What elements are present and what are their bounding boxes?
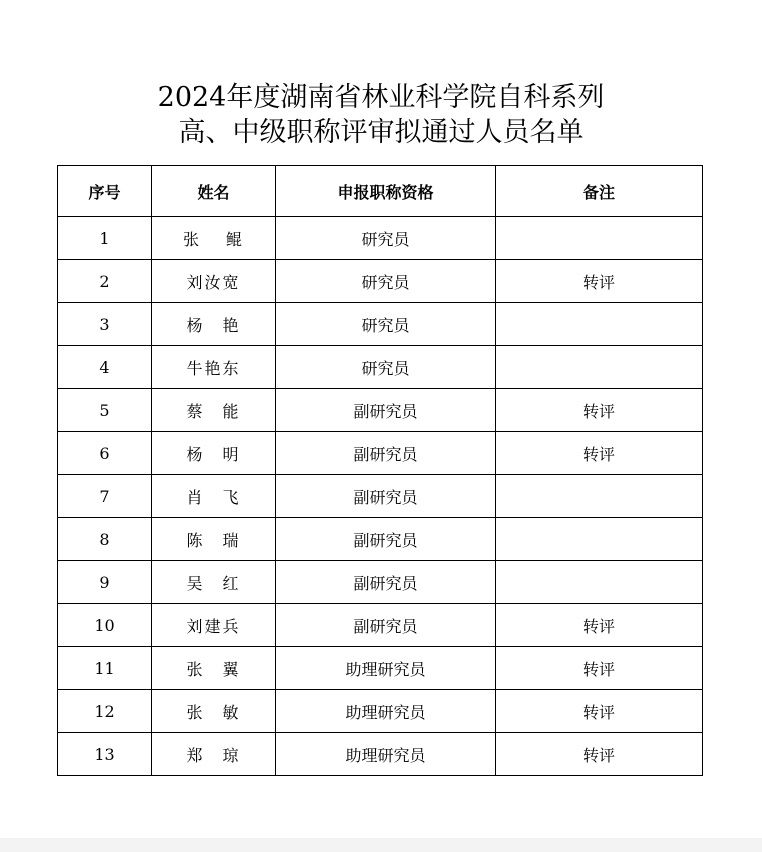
cell-remark: 转评: [496, 647, 703, 690]
cell-remark: [496, 475, 703, 518]
header-remark: 备注: [496, 166, 703, 217]
cell-serial-number: 3: [58, 303, 152, 346]
table-row: [58, 733, 703, 776]
table-row: [58, 604, 703, 647]
title-line-1: 2024年度湖南省林业科学院自科系列: [157, 82, 605, 113]
cell-qualification: 副研究员: [276, 561, 496, 604]
cell-name: 蔡 能: [152, 389, 276, 432]
table-row: [58, 690, 703, 733]
cell-name: 张 翼: [152, 647, 276, 690]
cell-serial-number: 9: [58, 561, 152, 604]
cell-remark: [496, 561, 703, 604]
cell-qualification: 助理研究员: [276, 647, 496, 690]
cell-name: 杨 明: [152, 432, 276, 475]
cell-serial-number: 5: [58, 389, 152, 432]
cell-qualification: 研究员: [276, 217, 496, 260]
cell-serial-number: 11: [58, 647, 152, 690]
table-row: [58, 303, 703, 346]
table-row: [58, 647, 703, 690]
cell-qualification: 助理研究员: [276, 733, 496, 776]
header-name: 姓名: [152, 166, 276, 217]
cell-remark: [496, 346, 703, 389]
header-serial-number: 序号: [58, 166, 152, 217]
header-qualification: 申报职称资格: [276, 166, 496, 217]
table-row: [58, 475, 703, 518]
cell-remark: 转评: [496, 733, 703, 776]
cell-serial-number: 13: [58, 733, 152, 776]
cell-remark: [496, 518, 703, 561]
cell-serial-number: 7: [58, 475, 152, 518]
cell-qualification: 副研究员: [276, 432, 496, 475]
cell-remark: 转评: [496, 260, 703, 303]
cell-serial-number: 4: [58, 346, 152, 389]
cell-qualification: 研究员: [276, 303, 496, 346]
cell-remark: 转评: [496, 389, 703, 432]
cell-name: 张 鲲: [152, 217, 276, 260]
personnel-table: [57, 165, 703, 776]
cell-name: 牛艳东: [152, 346, 276, 389]
cell-remark: 转评: [496, 690, 703, 733]
cell-name: 陈 瑞: [152, 518, 276, 561]
table-row: [58, 260, 703, 303]
cell-remark: 转评: [496, 604, 703, 647]
cell-qualification: 助理研究员: [276, 690, 496, 733]
cell-serial-number: 6: [58, 432, 152, 475]
table-row: [58, 561, 703, 604]
cell-serial-number: 12: [58, 690, 152, 733]
table-body: [58, 217, 703, 776]
cell-name: 郑 琼: [152, 733, 276, 776]
cell-name: 刘建兵: [152, 604, 276, 647]
title-line-2: 高、中级职称评审拟通过人员名单: [178, 117, 584, 148]
cell-remark: [496, 217, 703, 260]
cell-serial-number: 8: [58, 518, 152, 561]
cell-remark: 转评: [496, 432, 703, 475]
cell-name: 吴 红: [152, 561, 276, 604]
cell-serial-number: 1: [58, 217, 152, 260]
cell-name: 张 敏: [152, 690, 276, 733]
cell-name: 肖 飞: [152, 475, 276, 518]
table-row: [58, 346, 703, 389]
table-row: [58, 217, 703, 260]
cell-qualification: 副研究员: [276, 389, 496, 432]
table-header: [58, 166, 703, 217]
cell-remark: [496, 303, 703, 346]
cell-serial-number: 2: [58, 260, 152, 303]
document-title: [0, 80, 762, 150]
table-row: [58, 432, 703, 475]
cell-qualification: 研究员: [276, 260, 496, 303]
cell-name: 杨 艳: [152, 303, 276, 346]
header-row: [58, 166, 703, 217]
table-row: [58, 518, 703, 561]
cell-name: 刘汝宽: [152, 260, 276, 303]
page-bottom-edge: [0, 838, 762, 852]
cell-qualification: 研究员: [276, 346, 496, 389]
cell-qualification: 副研究员: [276, 518, 496, 561]
table-row: [58, 389, 703, 432]
cell-qualification: 副研究员: [276, 604, 496, 647]
cell-serial-number: 10: [58, 604, 152, 647]
cell-qualification: 副研究员: [276, 475, 496, 518]
